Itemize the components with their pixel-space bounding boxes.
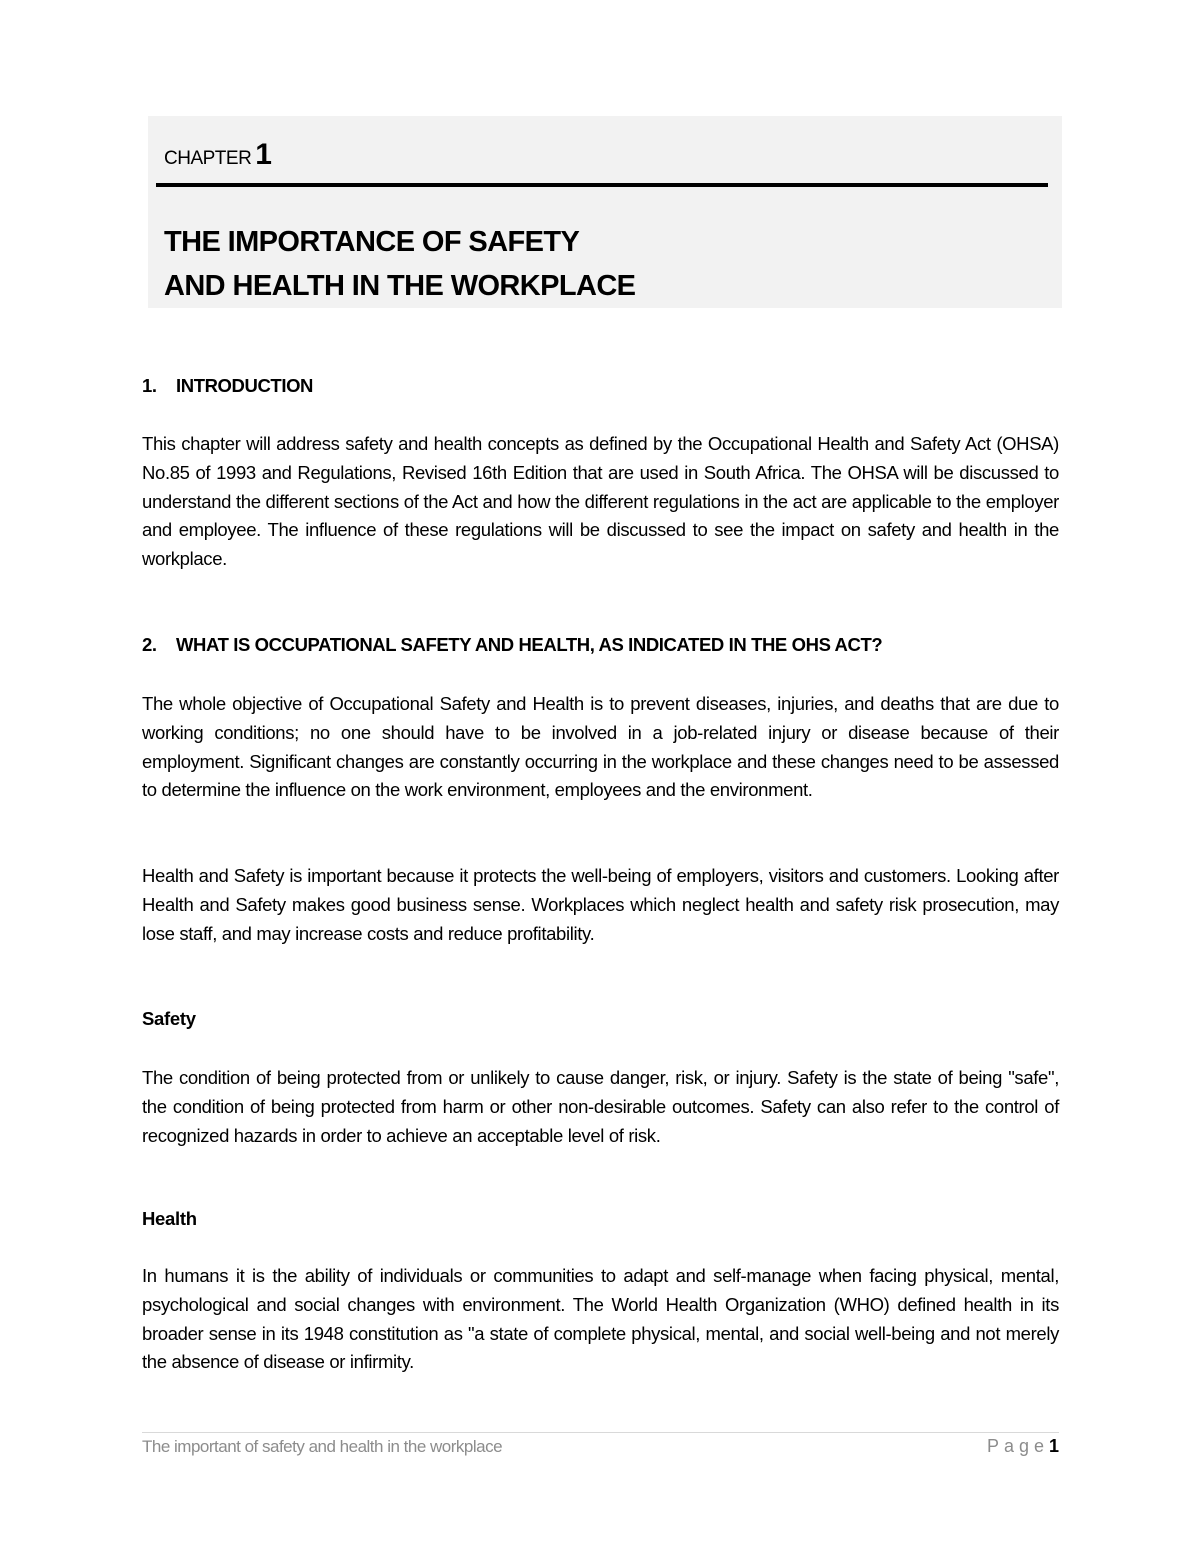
paragraph-health-safety-importance: Health and Safety is important because it protects the well-being of employers, visitors and customers. Looking after Health and Safety makes good business sense. Workplaces which neglect health and safety risk prosecution, may lose staff, and may increase costs and reduce profitability. — [142, 865, 1059, 944]
section-heading-introduction — [142, 375, 313, 397]
section-heading-text: WHAT IS OCCUPATIONAL SAFETY AND HEALTH, AS INDICATED IN THE OHS ACT? — [176, 634, 883, 655]
section-number: 2. — [142, 634, 157, 655]
chapter-label-text: CHAPTER — [164, 148, 252, 169]
paragraph-health-definition: In humans it is the ability of individuals or communities to adapt and self-manage when facing physical, mental, psychological and social changes with environment. The World Health Organization (WHO) defined health in its broader sense in its 1948 constitution as "a state of complete physical, mental, and social well-being and not merely the absence of disease or infirmity. — [142, 1265, 1059, 1373]
footer-divider — [142, 1432, 1059, 1433]
section-number: 1. — [142, 375, 157, 396]
page-number: 1 — [1048, 1436, 1059, 1456]
subheading-health: Health — [142, 1208, 197, 1229]
footer-document-title: The important of safety and health in the workplace — [142, 1437, 503, 1456]
paragraph-ohs-objective: The whole objective of Occupational Safety and Health is to prevent diseases, injuries, and deaths that are due to working conditions; no one should have to be involved in a job-related injury or disease because of their employment. Significant changes are constantly occurring in the workplace and these changes need to be assessed to determine the influence on the work environment, employees and the environment. — [142, 693, 1059, 801]
chapter-divider — [156, 183, 1048, 187]
paragraph-introduction: This chapter will address safety and health concepts as defined by the Occupational Health and Safety Act (OHSA) No.85 of 1993 and Regulations, Revised 16th Edition that are used in South Africa. The OHSA will be discussed to understand the different sections of the Act and how the different regulations in the act are applicable to the employer and employee. The influence of these regulations will be discussed to see the impact on safety and health in the workplace. — [142, 433, 1059, 570]
subheading-safety: Safety — [142, 1008, 196, 1029]
footer-page-number — [987, 1436, 1059, 1457]
chapter-header-box — [148, 116, 1062, 308]
chapter-title — [164, 220, 635, 308]
chapter-title-line-1: THE IMPORTANCE OF SAFETY — [164, 226, 580, 258]
chapter-title-line-2: AND HEALTH IN THE WORKPLACE — [164, 270, 636, 302]
section-heading-what-is-ohs — [142, 634, 882, 656]
paragraph-safety-definition: The condition of being protected from or unlikely to cause danger, risk, or injury. Safety is the state of being "safe", the condition of being protected from harm or other non-desirable outcomes. Safety can also refer to the control of recognized hazards in order to achieve an acceptable level of risk. — [142, 1067, 1059, 1146]
section-heading-text: INTRODUCTION — [176, 375, 314, 396]
chapter-label — [164, 138, 271, 172]
page-label: Page — [986, 1436, 1049, 1456]
chapter-number: 1 — [255, 138, 272, 171]
